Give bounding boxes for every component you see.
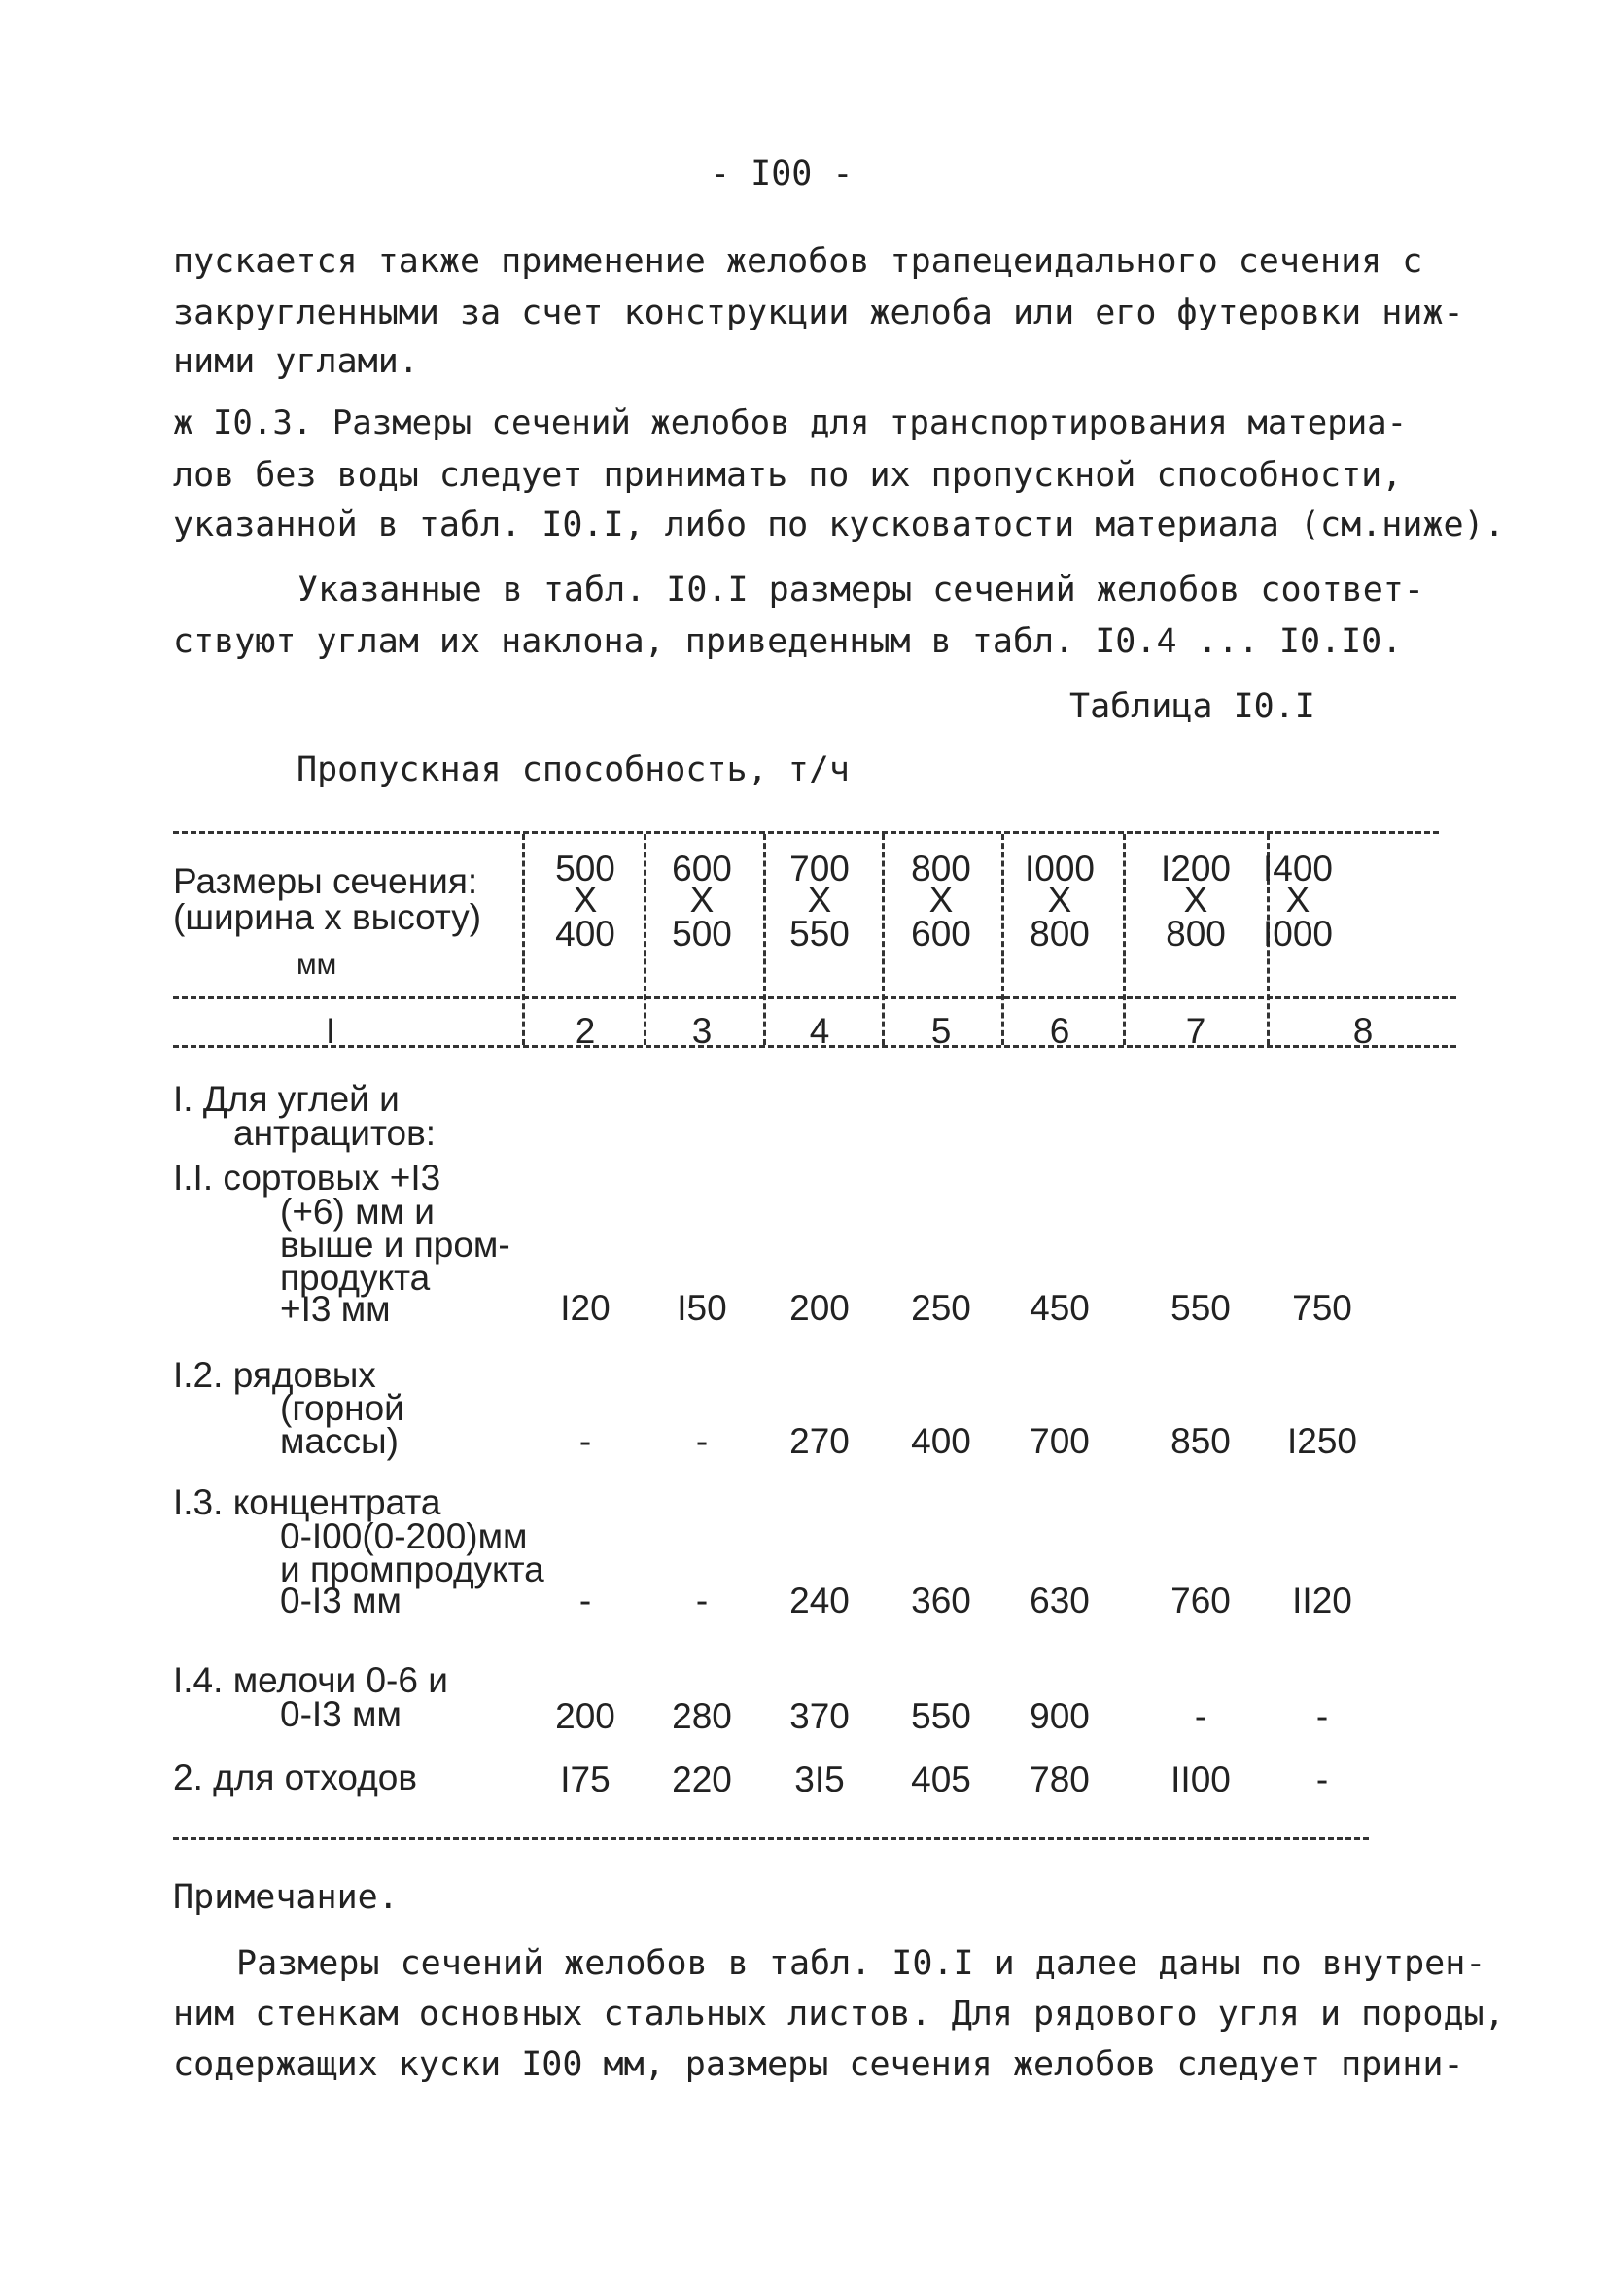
row-label: (+6) мм и (280, 1192, 435, 1232)
table-title: Таблица I0.I (1069, 687, 1315, 726)
col-height: 400 (555, 914, 615, 954)
col-height: I000 (1262, 914, 1333, 954)
row-label: продукта (280, 1258, 431, 1298)
note-title: Примечание. (173, 1878, 399, 1917)
table-cell: 700 (1030, 1421, 1090, 1461)
table-cell: 240 (789, 1581, 850, 1620)
header-label-line: Размеры сечения: (173, 861, 478, 901)
table-cell: - (1315, 1759, 1329, 1799)
col-height: 550 (789, 914, 850, 954)
col-x: Х (1183, 880, 1208, 920)
table-cell: - (695, 1581, 709, 1620)
paragraph-line: закругленными за счет конструкции желоба или его футеровки ниж- (173, 294, 1464, 332)
table-cell: 400 (911, 1421, 971, 1461)
row-label: (горной (280, 1388, 404, 1428)
table-cell: I250 (1286, 1421, 1357, 1461)
row-label: 2. для отходов (173, 1757, 418, 1797)
table-cell: - (1194, 1696, 1207, 1736)
table-cell: 760 (1170, 1581, 1231, 1620)
col-number: 8 (1352, 1011, 1374, 1051)
section-title: I. Для углей и (173, 1079, 400, 1119)
col-x: Х (1047, 880, 1072, 920)
table-cell: 630 (1030, 1581, 1090, 1620)
table-cell: - (1315, 1696, 1329, 1736)
col-height: 500 (672, 914, 732, 954)
col-x: Х (928, 880, 954, 920)
table-cell: 3I5 (794, 1759, 845, 1799)
row-label: выше и пром- (280, 1225, 510, 1265)
table-cell: 900 (1030, 1696, 1090, 1736)
note-line: содержащих куски I00 мм, размеры сечения желобов следует прини- (173, 2045, 1464, 2084)
col-width: 600 (672, 849, 732, 888)
table-cell: 750 (1292, 1288, 1352, 1328)
table-cell: 270 (789, 1421, 850, 1461)
table-cell: - (578, 1581, 592, 1620)
row-label: I.I. сортовых +I3 (173, 1158, 441, 1198)
col-number: 4 (809, 1011, 830, 1051)
col-width: 800 (911, 849, 971, 888)
paragraph-line: ствуют углам их наклона, приведенным в табл. I0.4 ... I0.I0. (173, 622, 1403, 661)
table-cell: I75 (560, 1759, 611, 1799)
col-x: Х (573, 880, 598, 920)
table-cell: II00 (1170, 1759, 1231, 1799)
table-cell: 850 (1170, 1421, 1231, 1461)
paragraph-line: указанной в табл. I0.I, либо по кусковатости материала (см.ниже). (173, 505, 1505, 544)
table-cell: 450 (1030, 1288, 1090, 1328)
header-label-line: мм (297, 949, 337, 981)
table-cell: 550 (1170, 1288, 1231, 1328)
col-number: 7 (1185, 1011, 1206, 1051)
table-cell: 200 (789, 1288, 850, 1328)
column-separator (1123, 834, 1126, 1045)
col-x: Х (807, 880, 832, 920)
col-width: I200 (1160, 849, 1231, 888)
table-cell: - (695, 1421, 709, 1461)
col-width: I400 (1262, 849, 1333, 888)
table-cell: 200 (555, 1696, 615, 1736)
col-number: 2 (575, 1011, 596, 1051)
col-height: 600 (911, 914, 971, 954)
page-number: - I00 - (710, 155, 854, 193)
paragraph-line: ж I0.3. Размеры сечений желобов для транспортирования материа- (173, 403, 1408, 442)
table-cell: 280 (672, 1696, 732, 1736)
table-cell: 550 (911, 1696, 971, 1736)
col-number: I (325, 1011, 336, 1051)
col-number: 5 (930, 1011, 952, 1051)
row-label: 0-I3 мм (280, 1694, 402, 1734)
paragraph-line: пускается также применение желобов трапецеидального сечения с (173, 242, 1423, 281)
row-label: I.2. рядовых (173, 1355, 376, 1395)
header-label-line: (ширина х высоту) (173, 897, 482, 937)
column-separator (882, 834, 885, 1045)
note-line: Размеры сечений желобов в табл. I0.I и далее даны по внутрен- (236, 1944, 1486, 1983)
row-label: 0-I3 мм (280, 1581, 402, 1620)
paragraph-line: лов без воды следует принимать по их пропускной способности, (173, 456, 1403, 495)
row-label: I.3. концентрата (173, 1482, 441, 1522)
note-line: ним стенкам основных стальных листов. Для рядового угля и породы, (173, 1995, 1505, 2034)
col-width: I000 (1024, 849, 1095, 888)
table-cell: 405 (911, 1759, 971, 1799)
table-bottom-rule (173, 1837, 1369, 1840)
col-number: 6 (1049, 1011, 1070, 1051)
col-width: 500 (555, 849, 615, 888)
table-cell: 360 (911, 1581, 971, 1620)
col-width: 700 (789, 849, 850, 888)
table-cell: II20 (1292, 1581, 1352, 1620)
col-x: Х (689, 880, 715, 920)
table-cell: I20 (560, 1288, 611, 1328)
row-label: I.4. мелочи 0-6 и (173, 1660, 448, 1700)
table-top-rule (173, 831, 1439, 834)
table-cell: I50 (677, 1288, 727, 1328)
column-separator (644, 834, 646, 1045)
column-separator (763, 834, 766, 1045)
row-label: +I3 мм (280, 1289, 391, 1329)
col-x: Х (1285, 880, 1310, 920)
table-cell: 370 (789, 1696, 850, 1736)
col-height: 800 (1166, 914, 1226, 954)
table-cell: 780 (1030, 1759, 1090, 1799)
table-cell: 250 (911, 1288, 971, 1328)
column-separator (522, 834, 525, 1045)
row-label: массы) (280, 1421, 399, 1461)
col-number: 3 (691, 1011, 713, 1051)
table-header-rule (173, 996, 1456, 999)
row-label: 0-I00(0-200)мм (280, 1516, 528, 1556)
col-height: 800 (1030, 914, 1090, 954)
paragraph-line: Указанные в табл. I0.I размеры сечений желобов соответ- (297, 571, 1424, 609)
row-label: и промпродукта (280, 1549, 544, 1589)
section-title: антрацитов: (233, 1113, 437, 1153)
table-cell: 220 (672, 1759, 732, 1799)
table-cell: - (578, 1421, 592, 1461)
paragraph-line: ними углами. (173, 342, 419, 381)
column-separator (1001, 834, 1004, 1045)
table-caption: Пропускная способность, т/ч (297, 750, 850, 789)
